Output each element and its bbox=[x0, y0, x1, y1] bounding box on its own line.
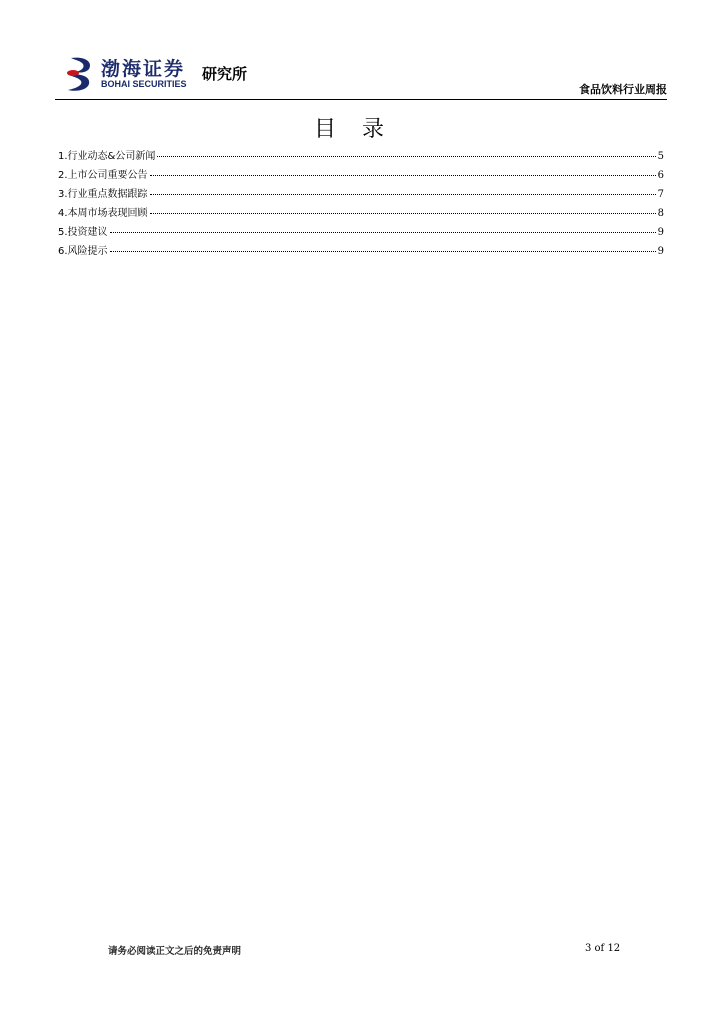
toc-entry[interactable] bbox=[58, 223, 664, 242]
logo-english-name: BOHAI SECURITIES bbox=[101, 79, 187, 89]
toc-entry-label: 6.风险提示 bbox=[58, 246, 108, 257]
toc-entry-label: 1.行业动态&公司新闻 bbox=[58, 151, 156, 162]
footer-disclaimer: 请务必阅读正文之后的免责声明 bbox=[108, 946, 242, 957]
toc-entry-label: 3.行业重点数据跟踪 bbox=[58, 189, 148, 200]
toc-entry-page: 9 bbox=[657, 246, 664, 257]
department-label: 研究所 bbox=[202, 65, 248, 83]
toc-entry[interactable] bbox=[58, 147, 664, 166]
toc-leader-dots bbox=[150, 194, 656, 195]
toc-entry-page: 9 bbox=[657, 227, 664, 238]
toc-entry[interactable] bbox=[58, 166, 664, 185]
bohai-logo-icon bbox=[65, 56, 95, 92]
toc-entry[interactable] bbox=[58, 185, 664, 204]
header-divider bbox=[55, 99, 667, 100]
toc-entry-page: 8 bbox=[657, 208, 664, 219]
toc-entry-label: 5.投资建议 bbox=[58, 227, 108, 238]
report-type-title: 食品饮料行业周报 bbox=[579, 83, 667, 96]
toc-entry-page: 7 bbox=[657, 189, 664, 200]
toc-leader-dots bbox=[150, 175, 656, 176]
logo-chinese-name: 渤海证券 bbox=[101, 58, 186, 80]
toc-entry[interactable] bbox=[58, 242, 664, 261]
toc-entry-page: 6 bbox=[657, 170, 664, 181]
page-header bbox=[55, 50, 667, 100]
toc-entry-label: 4.本周市场表现回顾 bbox=[58, 208, 148, 219]
toc-leader-dots bbox=[110, 232, 656, 233]
footer-page-number: 3 of 12 bbox=[585, 943, 621, 954]
toc-leader-dots bbox=[157, 156, 655, 157]
toc-leader-dots bbox=[150, 213, 656, 214]
toc-entry-page: 5 bbox=[657, 151, 664, 162]
table-of-contents bbox=[58, 147, 664, 261]
toc-entry[interactable] bbox=[58, 204, 664, 223]
toc-entry-label: 2.上市公司重要公告 bbox=[58, 170, 148, 181]
toc-title: 目录 bbox=[313, 117, 410, 142]
toc-leader-dots bbox=[110, 251, 656, 252]
